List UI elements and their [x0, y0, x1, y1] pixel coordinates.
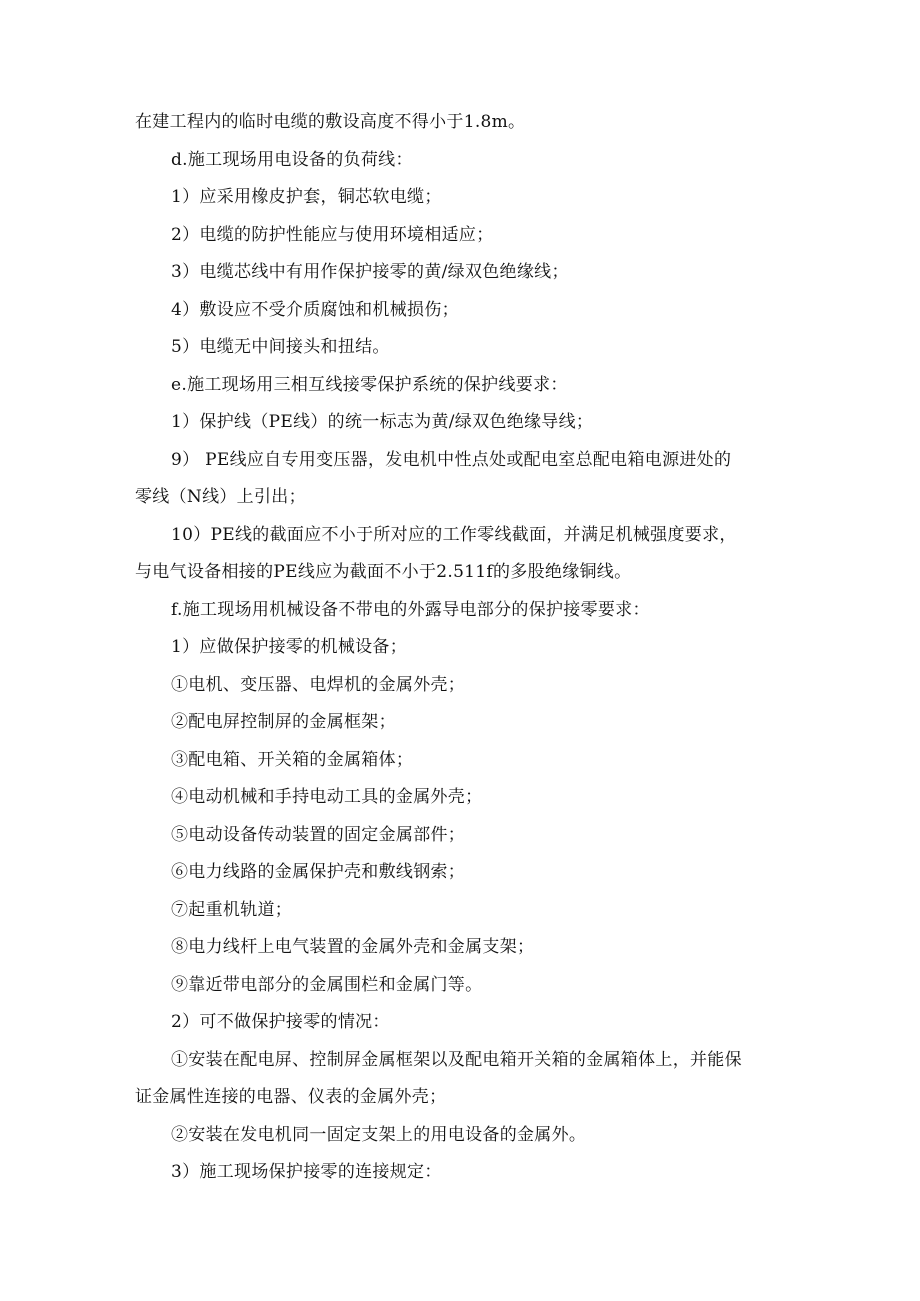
list-item: 3）施工现场保护接零的连接规定：	[171, 1162, 442, 1182]
list-item: 10）PE线的截面应不小于所对应的工作零线截面，并满足机械强度要求，	[171, 524, 737, 545]
sub-list-item: ②配电屏控制屏的金属框架；	[171, 712, 396, 732]
sub-list-item-continuation: 证金属性连接的电器、仪表的金属外壳；	[135, 1087, 447, 1107]
sub-list-item: ⑧电力线杆上电气装置的金属外壳和金属支架；	[171, 937, 535, 957]
list-item: 2）电缆的防护性能应与使用环境相适应；	[171, 224, 494, 245]
sub-list-item: ①安装在配电屏、控制屏金属框架以及配电箱开关箱的金属箱体上，并能保	[171, 1049, 742, 1070]
sub-list-item: ⑤电动设备传动装置的固定金属部件；	[171, 824, 466, 845]
sub-list-item: ②安装在发电机同一固定支架上的用电设备的金属外。	[171, 1124, 587, 1145]
sub-list-item: ⑥电力线路的金属保护壳和敷线钢索；	[171, 862, 466, 882]
sub-list-item: ④电动机械和手持电动工具的金属外壳；	[171, 787, 483, 807]
sub-list-item: ③配电箱、开关箱的金属箱体；	[171, 749, 414, 770]
section-heading-d: d.施工现场用电设备的负荷线：	[171, 149, 413, 170]
list-item-continuation: 零线（N线）上引出；	[135, 487, 306, 507]
section-heading-f: f.施工现场用机械设备不带电的外露导电部分的保护接零要求：	[171, 599, 650, 620]
document-body	[135, 104, 785, 1192]
text-line-continuation: 在建工程内的临时电缆的敷设高度不得小于1.8m。	[135, 112, 526, 132]
list-item: 5）电缆无中间接头和扭结。	[171, 337, 390, 357]
sub-list-item: ⑦起重机轨道；	[171, 899, 293, 920]
list-item: 1）应做保护接零的机械设备；	[171, 637, 408, 657]
list-item: 2）可不做保护接零的情况：	[171, 1012, 390, 1032]
sub-list-item: ⑨靠近带电部分的金属围栏和金属门等。	[171, 974, 483, 995]
list-item: 1）保护线（PE线）的统一标志为黄/绿双色绝缘导线；	[171, 412, 594, 432]
list-item: 1）应采用橡皮护套，铜芯软电缆；	[171, 187, 442, 207]
section-heading-e: e.施工现场用三相互线接零保护系统的保护线要求：	[171, 374, 568, 395]
list-item-continuation: 与电气设备相接的PE线应为截面不小于2.511f的多股绝缘铜线。	[135, 562, 632, 582]
list-item: 9） PE线应自专用变压器，发电机中性点处或配电室总配电箱电源进处的	[171, 449, 732, 470]
list-item: 4）敷设应不受介质腐蚀和机械损伤；	[171, 299, 459, 320]
sub-list-item: ①电机、变压器、电焊机的金属外壳；	[171, 674, 466, 695]
list-item: 3）电缆芯线中有用作保护接零的黄/绿双色绝缘线；	[171, 262, 569, 282]
